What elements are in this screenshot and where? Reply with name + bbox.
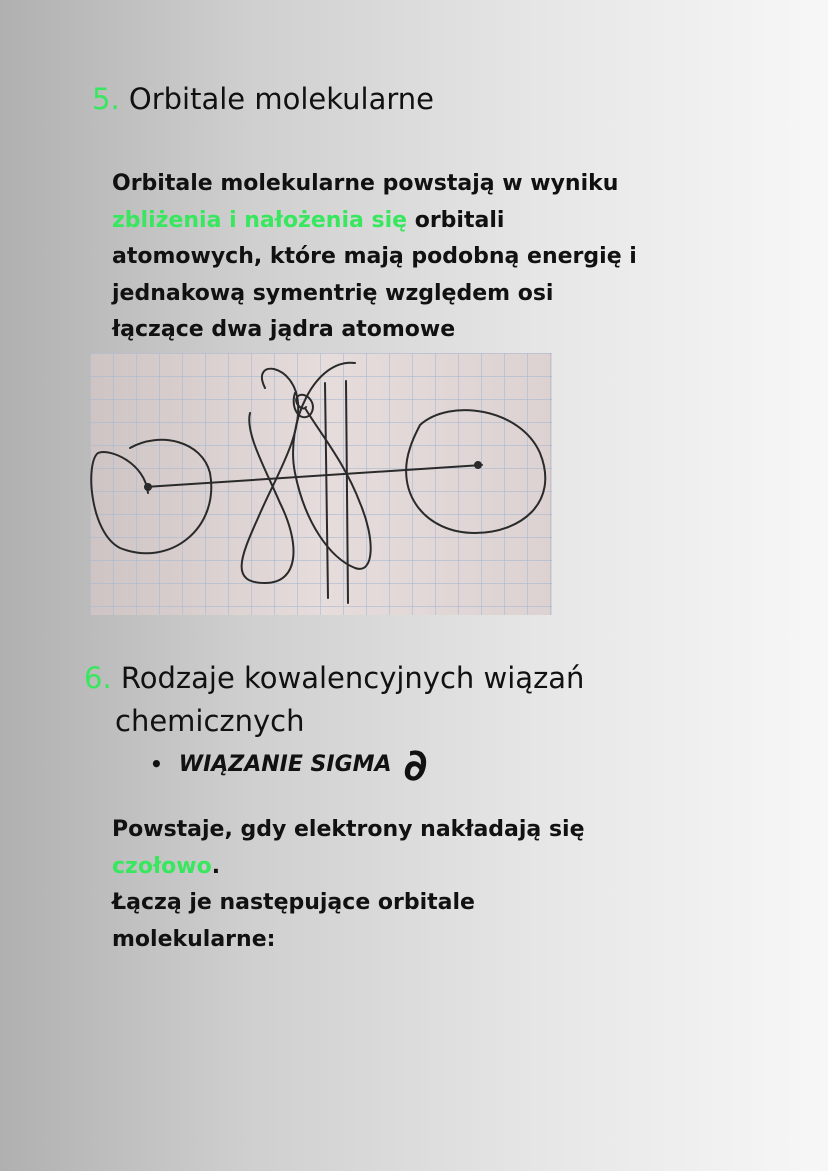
paper-grid: [90, 353, 552, 615]
left-nucleus: [145, 484, 151, 490]
para1-line-1: Orbitale molekularne powstają w wyniku: [112, 171, 619, 196]
highlight-overlap: zbliżenia i nałożenia się: [112, 207, 408, 233]
para2-line-2-rest: .: [211, 853, 221, 879]
section-5-number: 5.: [92, 82, 120, 116]
highlight-head-on: czołowo: [112, 853, 212, 879]
para1-line-2: [112, 203, 712, 240]
para1-line-4: jednakową symentrię względem osi: [112, 280, 554, 306]
section-5-heading: [92, 82, 434, 116]
para1-line-2-rest: orbitali: [407, 207, 505, 233]
para2-line-2: [112, 849, 585, 886]
para2-line-4: molekularne:: [112, 926, 276, 952]
section-6-number: 6.: [84, 661, 112, 695]
bullet-sigma-label: WIĄZANIE SIGMA: [178, 751, 392, 777]
section-6-paragraph: [112, 812, 585, 958]
para1-line-3: atomowych, które mają podobną energię i: [112, 244, 637, 269]
section-5-title: Orbitale molekularne: [128, 82, 434, 116]
para1-line-5: łączące dwa jądra atomowe: [112, 317, 456, 342]
orbital-sketch-photo: [90, 353, 552, 615]
para2-line-1: Powstaje, gdy elektrony nakładają się: [112, 817, 585, 842]
section-6-title-line-1: Rodzaje kowalencyjnych wiązań: [120, 661, 585, 695]
section-6-title-line-2: chemicznych: [115, 704, 305, 738]
para2-line-3: Łączą je następujące orbitale: [112, 890, 475, 915]
section-6-heading-line-1: [84, 657, 584, 700]
bullet-sigma: [150, 740, 428, 791]
orbital-sketch-drawing: [90, 353, 552, 615]
section-5-paragraph: [112, 166, 712, 349]
bullet-dot-icon: •: [150, 752, 163, 776]
section-6-heading: [84, 657, 584, 743]
right-nucleus: [475, 462, 481, 468]
sigma-symbol-icon: ∂: [403, 740, 428, 791]
